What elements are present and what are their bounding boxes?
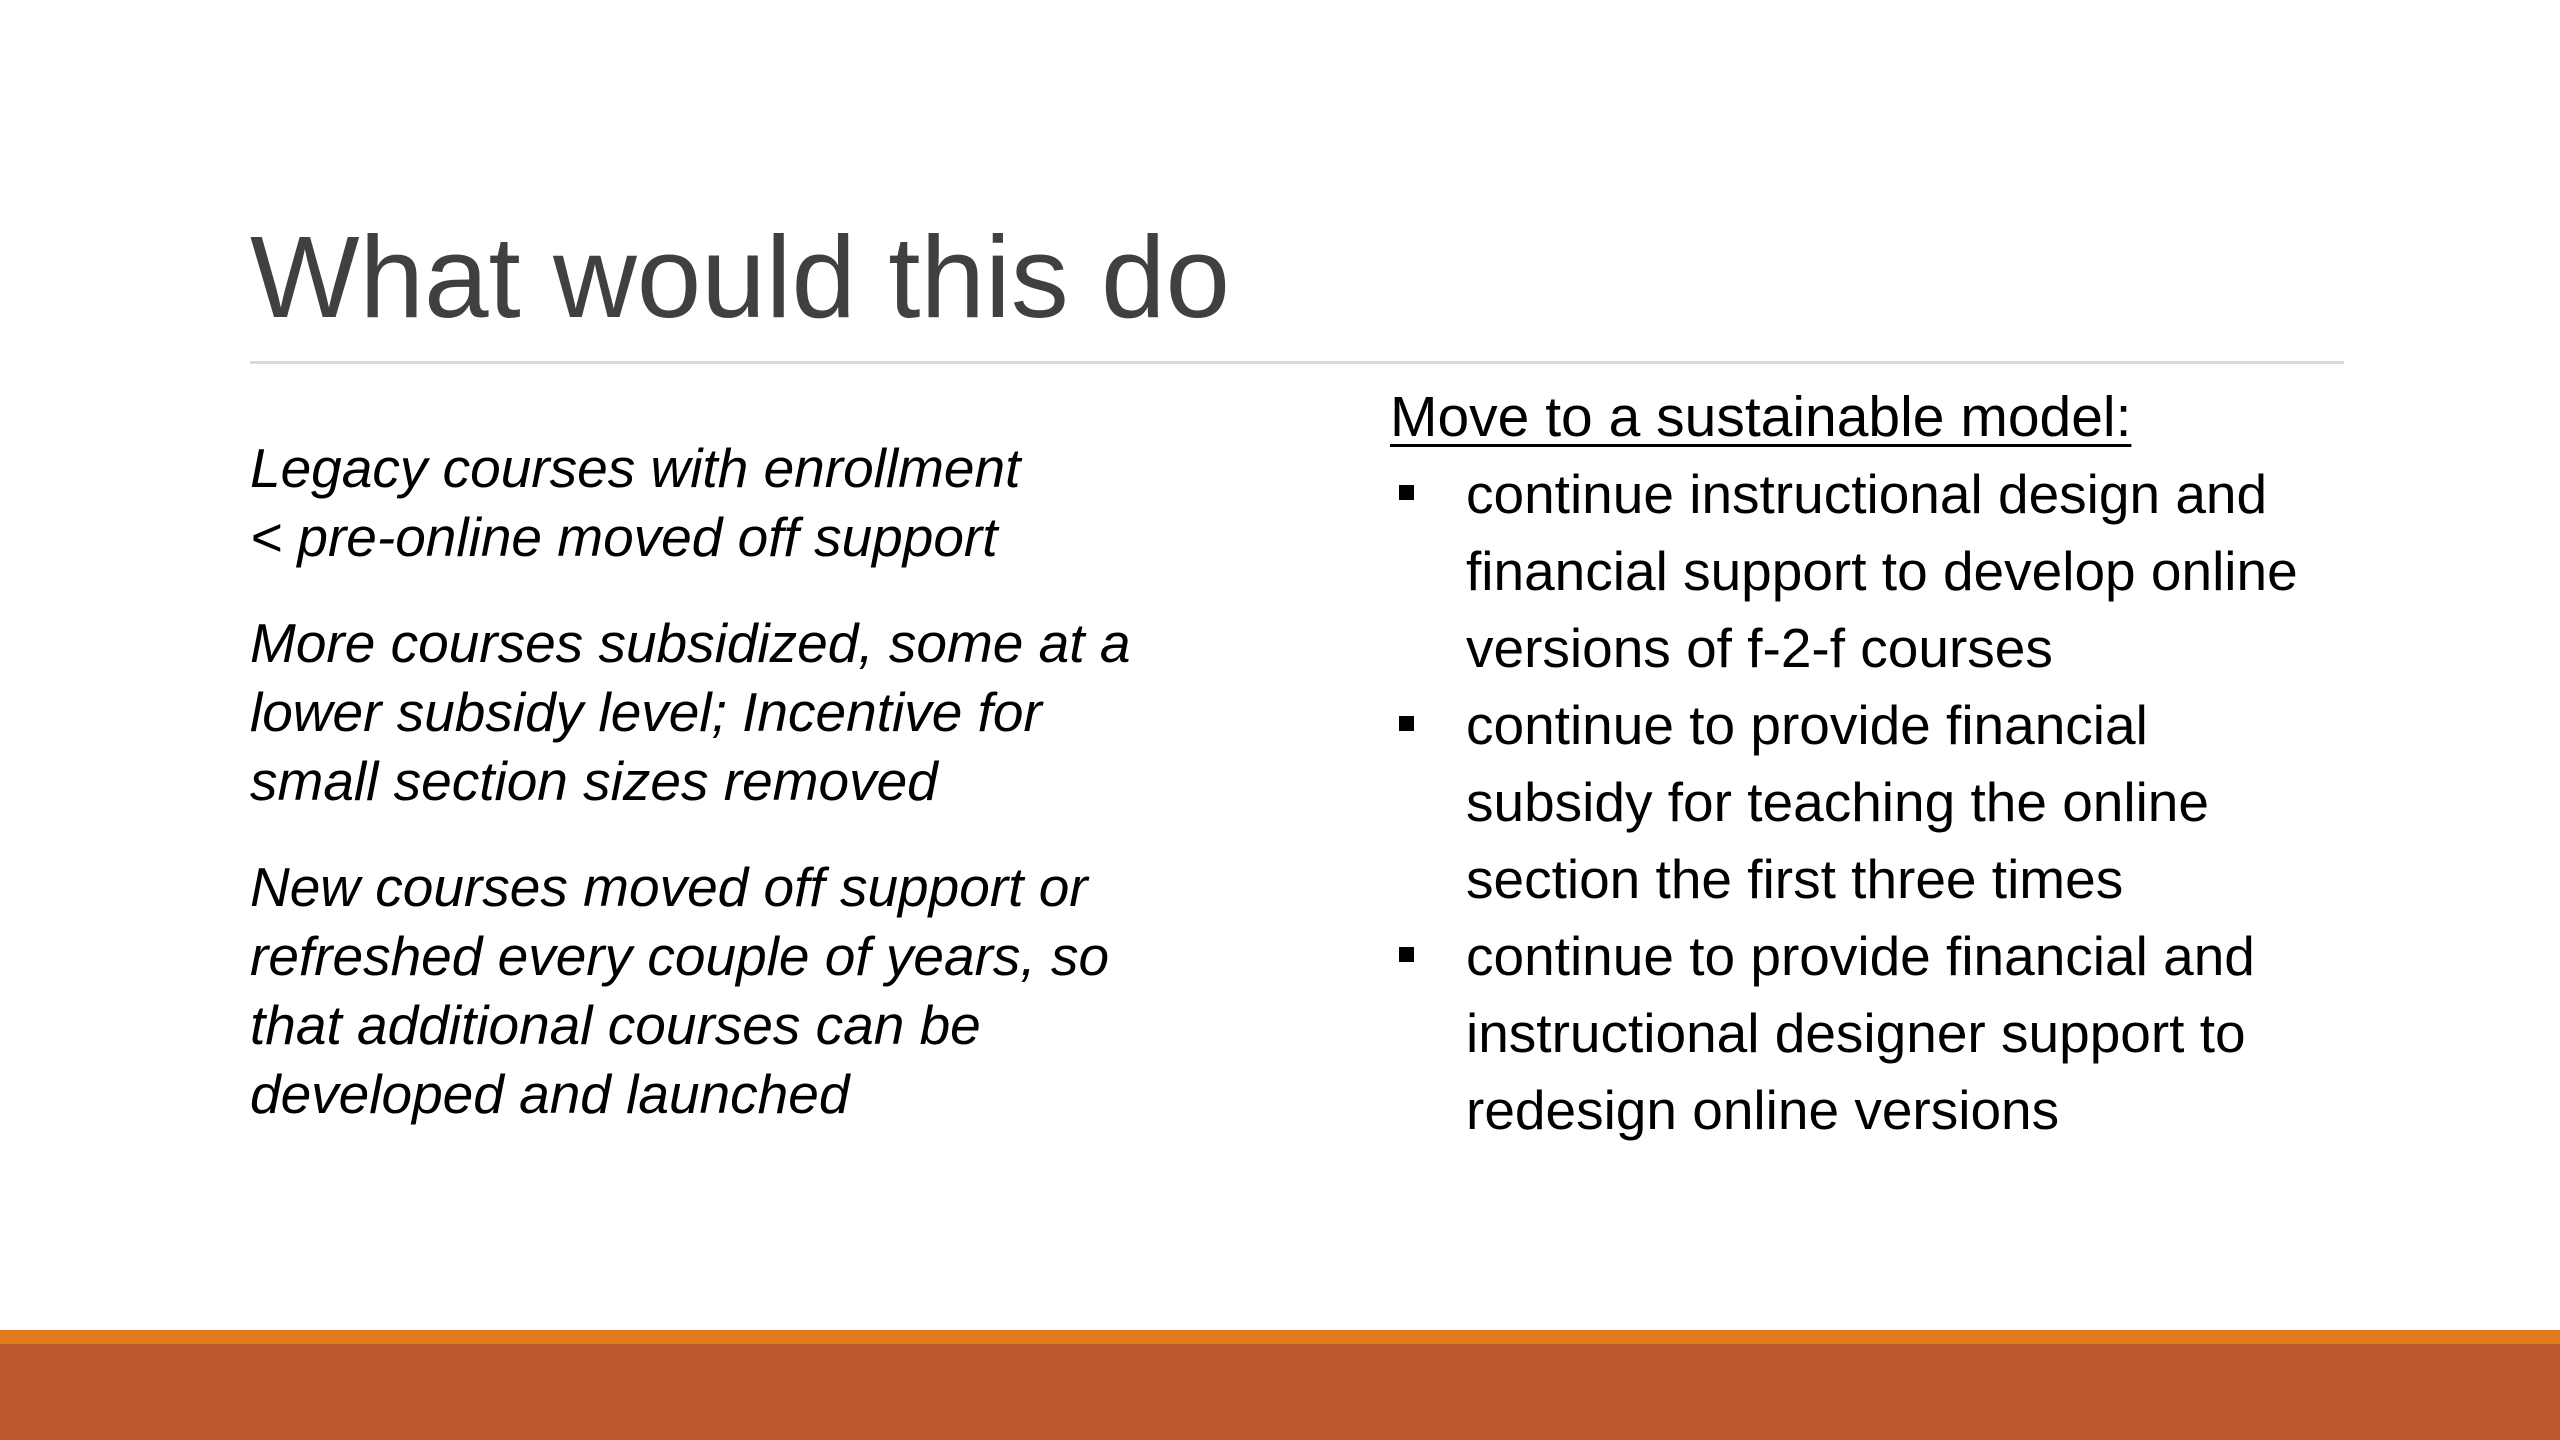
bullet-text: continue to provide financial subsidy for teaching the online section the first three times: [1466, 694, 2209, 910]
bullet-text: continue to provide financial and instructional designer support to redesign online versions: [1466, 925, 2255, 1141]
square-bullet-icon: [1399, 947, 1414, 962]
left-paragraph-subsidized: More courses subsidized, some at a lower subsidy level; Incentive for small section sizes removed: [250, 612, 1131, 812]
slide-title: What would this do: [250, 212, 1231, 342]
right-heading: Move to a sustainable model:: [1390, 385, 2132, 449]
right-column: [1390, 378, 2350, 1149]
left-paragraph-legacy: [250, 434, 1250, 572]
bullet-item: [1390, 918, 2366, 1149]
square-bullet-icon: [1399, 716, 1414, 731]
left-column: [250, 434, 1250, 1166]
bullet-item: [1390, 456, 2356, 687]
footer-band: [0, 1344, 2560, 1440]
left-paragraph-new-courses: New courses moved off support or refreshed every couple of years, so that additional courses can be developed and launched: [250, 856, 1110, 1125]
bullet-list: [1390, 456, 2350, 1149]
bullet-text: continue instructional design and financial support to develop online versions of f-2-f courses: [1466, 463, 2298, 679]
title-divider: [250, 361, 2344, 364]
legacy-text: Legacy courses with enrollment < pre-online moved off support: [250, 437, 1021, 568]
bullet-item: [1390, 687, 2286, 918]
square-bullet-icon: [1399, 485, 1414, 500]
footer-accent-stripe: [0, 1330, 2560, 1344]
